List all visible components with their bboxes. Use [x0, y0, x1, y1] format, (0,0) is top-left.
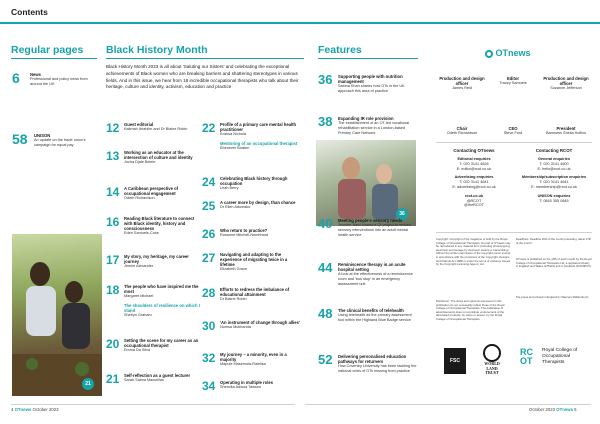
footer-page-number: 5 — [574, 407, 577, 412]
rcot-mark: RC OT — [520, 347, 533, 366]
item-title: Efforts to redress the imbalance of educational attainment — [220, 287, 290, 297]
role-name: James Reid — [451, 86, 473, 90]
sub-item-author: Ebenezer Boaten — [220, 145, 250, 150]
page-number: 24 — [202, 175, 216, 189]
item-desc: How Coventry University has been tackling the national crisis of OTs missing from practice — [338, 364, 417, 373]
masthead-role — [540, 76, 592, 91]
page-number: 58 — [12, 131, 28, 147]
social-handle[interactable]: @RCOT — [466, 198, 482, 203]
item-title: Supporting people with nutrition management — [338, 74, 403, 84]
item-author: Emma Da Silva — [124, 348, 151, 352]
footer-date: October 2023 — [529, 407, 556, 412]
page-number: 52 — [318, 352, 333, 367]
item-title: Setting the scene for my career as an occupational therapist — [124, 338, 199, 348]
toc-entry[interactable] — [202, 319, 302, 333]
contact-label: Membership/subscription enquiries — [521, 175, 587, 180]
item-title: My journey – a minority, even in a majority — [220, 352, 287, 362]
item-title: Navigating and adapting to the experience of migrating twice in a lifetime — [220, 252, 288, 267]
regular-rule — [11, 58, 97, 59]
masthead-role — [490, 126, 536, 136]
item-author: Dr Ellen Adomako — [220, 205, 251, 209]
item-title: Operating in multiple roles — [220, 380, 274, 385]
copyright-text: Copyright: Copyright of the magazine is held by the Royal College of Occupational Therapists. No part of OTnews may be reproduced in any material form (including photocopying, electronic and storage by electronic means or transmitting) without the written permission of the copyright owner except in accordance with the provisions of the Copyright, Designs and Patents Act 1988 or under the terms of a licence issued by the Copyright Licensing Agency Ltd. — [436, 238, 511, 267]
toc-entry[interactable] — [318, 354, 418, 374]
page-number: 28 — [202, 286, 216, 300]
page-number: 16 — [106, 215, 120, 229]
role-title: Production and design officer — [439, 76, 485, 86]
role-name: Suzanne Jefferson — [550, 86, 582, 90]
toc-entry[interactable] — [202, 287, 302, 302]
item-author: Margaret Michael — [124, 294, 154, 298]
role-name: Baroness Sheila Hollins — [545, 131, 587, 135]
logo-text: WORLD — [484, 361, 500, 366]
page-number: 20 — [106, 337, 120, 351]
page-number: 36 — [318, 72, 333, 87]
page-number: 17 — [106, 253, 120, 267]
regular-item-unison[interactable] — [12, 133, 98, 148]
toc-entry[interactable] — [106, 284, 200, 318]
toc-entry[interactable] — [106, 121, 200, 135]
page-number: 13 — [106, 149, 120, 163]
item-author: Shemika Adwoa Tawson — [220, 385, 262, 389]
rcot-logo — [520, 348, 592, 366]
page-number: 40 — [318, 216, 333, 231]
rcot-name: Royal College of Occupational Therapists — [542, 348, 578, 365]
contact-tel: T: 020 3141 4600 — [539, 161, 569, 166]
contact-tel: T: 0845 355 0845 — [539, 198, 569, 203]
footer-brand: OTnews — [14, 407, 32, 412]
toc-entry[interactable] — [106, 216, 200, 236]
item-desc: Sabina Khan shares how OTs in the UK approach this area of practice — [338, 84, 405, 93]
item-title: 'An instrument of change through allies' — [220, 320, 300, 325]
item-title: Delivering personalised education pathways for returners — [338, 354, 407, 364]
fsc-logo: FSC — [444, 348, 466, 374]
social-handle[interactable]: @theRCOT — [464, 203, 484, 208]
item-author: Koziwa Nichola — [220, 132, 246, 136]
item-title: UNISON — [34, 133, 51, 138]
toc-entry[interactable] — [202, 199, 302, 213]
logo-text: TRUST — [485, 370, 499, 376]
item-title: My story, my heritage, my career journey — [124, 254, 189, 264]
globe-icon — [483, 344, 501, 362]
toc-entry[interactable] — [202, 122, 302, 151]
contact-label: UNISON enquiries — [537, 193, 571, 198]
page-number: 30 — [202, 319, 216, 333]
footer-right — [529, 407, 577, 412]
footer-rule-right — [305, 404, 591, 405]
masthead-role — [490, 76, 536, 86]
toc-entry[interactable] — [106, 186, 200, 201]
toc-entry[interactable] — [202, 252, 302, 272]
footer-left — [11, 407, 59, 412]
page-number: 38 — [318, 114, 333, 129]
item-author: Leah Berry — [220, 186, 239, 190]
item-title: The people who have inspired me the most — [124, 284, 199, 294]
otnews-logo — [485, 48, 531, 58]
contact-otnews-block — [436, 148, 512, 208]
item-author: Jocha Djale Belele — [124, 160, 156, 164]
item-desc: Using telehealth as the primary assessment tool within the Highland Blue Badge service — [338, 313, 412, 322]
role-title: CEO — [508, 126, 518, 131]
page-number: 44 — [318, 260, 333, 275]
toc-entry[interactable] — [202, 352, 302, 367]
item-title: Celebrating Black history through occupation — [220, 176, 288, 186]
website-link[interactable]: rcot.co.uk — [464, 193, 484, 198]
item-title: Guest editorial — [124, 122, 154, 127]
logo-text: LAND — [486, 365, 498, 371]
toc-entry[interactable] — [106, 338, 200, 353]
item-title: News — [30, 72, 41, 77]
bhm-intro: Black History Month 2023 is all about 'Saluting our Sisters' and celebrating the exceptional achievements of Black women who are breaking barriers and shattering stereotypes in various fields. And in this issue, we hear from 18 incredible occupational therapists who talk about their heritage, culture and identity, activism, education and practice — [106, 64, 299, 90]
feature-photo-care-home — [316, 140, 416, 226]
item-author: Odeth Richardson — [124, 196, 155, 200]
regular-pages-heading: Regular pages — [11, 44, 84, 56]
item-title: Reading Black literature to connect with Black identity, history and consciousness — [124, 216, 195, 231]
contact-email[interactable]: E: advertising@rcot.co.uk — [452, 184, 496, 189]
item-author: Sarah Salma Macmillan — [124, 378, 165, 382]
item-author: Jennie Alexander — [124, 264, 154, 268]
printer-text: Pre-press and printed in England by Warners Midlands plc. — [516, 296, 589, 299]
toc-entry[interactable] — [106, 150, 200, 165]
page-number: 14 — [106, 185, 120, 199]
item-title: A Caribbean perspective of occupational engagement — [124, 186, 179, 196]
world-land-trust-logo — [470, 344, 514, 376]
toc-entry[interactable] — [318, 308, 418, 323]
otnews-logo-text: OTnews — [495, 48, 531, 58]
item-title: Reminiscence therapy in an acute hospital setting — [338, 262, 406, 272]
contact-email[interactable]: E: hello@rcot.co.uk — [537, 166, 571, 171]
page-number: 6 — [12, 70, 20, 86]
item-title: Profile of a primary care mental health practitioner — [220, 122, 297, 132]
page-number: 12 — [106, 121, 120, 135]
page-number: 26 — [202, 227, 216, 241]
toc-entry[interactable] — [202, 379, 302, 393]
item-author: Elizabeth Grace — [220, 267, 248, 271]
features-heading: Features — [318, 44, 362, 56]
item-desc: Professional and policy news from around the UK — [30, 77, 88, 86]
regular-item-news[interactable] — [12, 72, 98, 87]
contact-label: Editorial enquiries — [457, 157, 491, 161]
item-title: Expanding IR role provision — [338, 116, 394, 121]
masthead-role — [540, 126, 592, 136]
contact-label: General enquiries — [537, 157, 571, 161]
bhm-heading: Black History Month — [106, 44, 208, 56]
disclaimer-text: Disclaimer: The views and opinions expressed in this publication do not necessarily reflect those of the Royal College of Occupational Therapists. The publication of advertisements does not constitute endorsement of the advertised products, by name or assent, by the Royal College of Occupational Therapists. — [436, 300, 505, 321]
item-desc: An update on the trade union's campaign for equal pay — [34, 138, 86, 147]
page-number: 21 — [106, 372, 120, 386]
item-author: Nomsa Mukhanda — [220, 325, 251, 329]
contact-email[interactable]: E: editor@rcot.co.uk — [456, 166, 492, 171]
role-title: Editor — [506, 76, 520, 81]
photo-page-badge: 36 — [396, 208, 408, 220]
toc-entry[interactable] — [318, 262, 418, 286]
contact-tel: T: 020 3141 4641 — [539, 180, 569, 185]
sub-item-title: The shoulders of resilience on which I stand — [124, 302, 200, 313]
toc-entry[interactable] — [106, 254, 200, 269]
page-number: 48 — [318, 306, 333, 321]
role-name: Tracey Samuels — [499, 81, 527, 85]
role-name: Odeth Richardson — [446, 131, 478, 135]
item-author: Kalimah Ibrahiim and Dr Blaine Robin — [124, 127, 188, 131]
role-title: Chair — [456, 126, 468, 131]
contact-rcot-block — [516, 148, 592, 203]
item-title: Working as an educator at the intersection of culture and identity — [124, 150, 193, 160]
features-rule — [318, 58, 418, 59]
toc-entry[interactable] — [106, 372, 200, 386]
contact-tel: T: 020 3141 4641 — [459, 180, 489, 185]
masthead-role — [438, 76, 486, 91]
bhm-rule — [106, 58, 304, 59]
item-title: The clinical benefits of telehealth — [338, 308, 404, 313]
toc-entry[interactable] — [202, 227, 302, 241]
sub-item-author: Sherlyn Graham — [124, 312, 152, 317]
masthead-role — [438, 126, 486, 136]
toc-entry[interactable] — [202, 176, 302, 191]
item-author: Rosanne Mitchell-Nembhard — [220, 233, 269, 237]
page-number: 32 — [202, 351, 216, 365]
item-author: Eden Samuels-Coke — [124, 231, 159, 235]
role-title: Production and design officer — [543, 76, 589, 86]
toc-entry[interactable] — [318, 218, 418, 237]
footer-brand: OTnews — [556, 407, 573, 412]
item-desc: Jennifer Basil shares a QI project to embed sensory interventions into an adult mental health service — [338, 223, 411, 237]
contact-heading: Contacting RCOT — [535, 148, 573, 153]
contact-email[interactable]: E: membership@rcot.co.uk — [531, 184, 577, 189]
role-title: President — [556, 126, 576, 131]
divider — [436, 232, 592, 233]
toc-entry[interactable] — [318, 74, 418, 94]
cover-photo-gardening — [12, 234, 102, 396]
footer-page-number: 4 — [11, 407, 14, 412]
item-desc: A look at the effectiveness of a reminiscence room and 'bus stop' in an emergency assessment unit — [338, 272, 413, 286]
page-number: 27 — [202, 251, 216, 265]
page-number: 18 — [106, 283, 120, 297]
item-author: Mapule Masemola-Ralelika — [220, 362, 266, 366]
item-title: A career more by design, than chance — [220, 200, 296, 205]
page-number: 22 — [202, 121, 216, 135]
page-number: 25 — [202, 199, 216, 213]
footer-rule-left — [11, 404, 295, 405]
deadlines-text: Deadlines: Deadline 20th of the month preceding, latest 17th of the month. — [516, 238, 592, 245]
item-desc: The establishment of an OT-led vocational rehabilitation service in a London-based Primary Care Network — [338, 121, 410, 135]
item-title: Self-reflection as a guest lecturer — [124, 373, 191, 378]
item-title: Who return to practice? — [220, 228, 268, 233]
contact-heading: Contacting OTnews — [453, 148, 495, 153]
page-title: Contents — [11, 7, 48, 17]
contact-label: Advertising enquiries — [454, 175, 494, 180]
page-number: 34 — [202, 379, 216, 393]
role-name: Steve Ford — [503, 131, 523, 135]
publisher-text: OTnews is published on the 15th of each month by the Royal College of Occupational Therapists Ltd, a registered charity in England and Wales (275119) and in Scotland (SC039573). — [516, 258, 592, 269]
footer-date: October 2023 — [32, 407, 59, 412]
toc-entry[interactable] — [318, 116, 418, 135]
contact-tel: T: 020 3141 4626 — [459, 161, 489, 166]
divider — [436, 142, 592, 143]
sub-item-title: Mentoring of an occupational therapist — [220, 140, 298, 146]
header-rule — [0, 22, 600, 24]
photo-page-badge: 21 — [82, 378, 94, 390]
item-author: Dr Blaine Robin — [220, 297, 247, 301]
item-title: Meeting people's sensory needs — [338, 218, 403, 223]
